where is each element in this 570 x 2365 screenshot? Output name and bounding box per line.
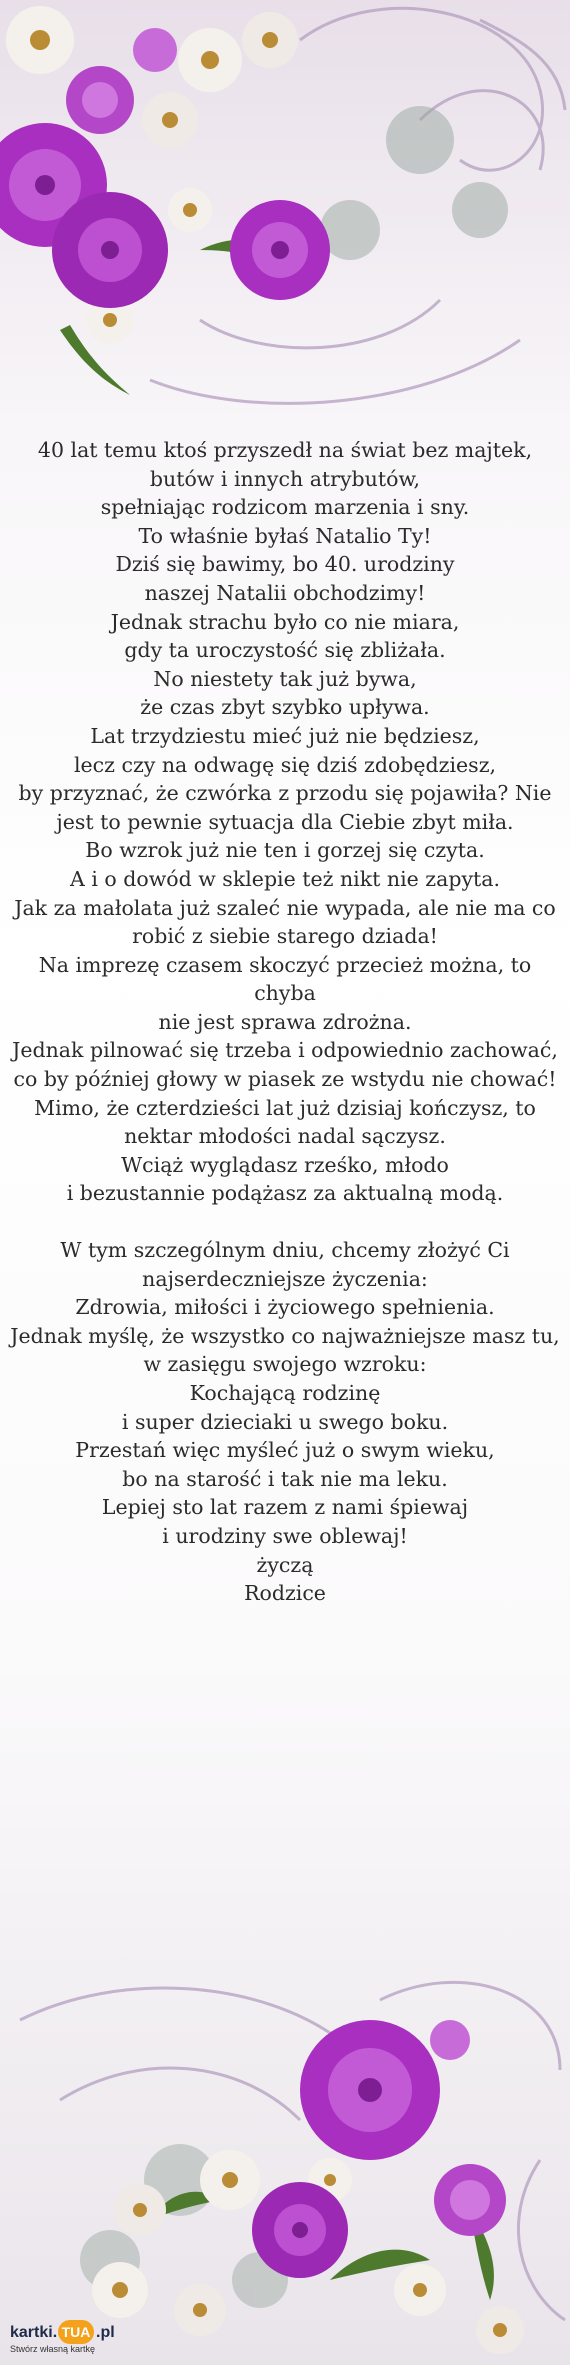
poem-line: butów i innych atrybutów, xyxy=(149,466,421,491)
stanza-gap xyxy=(10,1208,560,1236)
poem-line: To właśnie byłaś Natalio Ty! xyxy=(138,523,432,548)
logo-mark-icon: TUA xyxy=(58,2320,94,2344)
poem-signoff: życzą xyxy=(256,1552,314,1577)
poem-line: Jednak pilnować się trzeba i odpowiednio zachować, xyxy=(12,1038,558,1063)
poem-line: jest to pewnie sytuacja dla Ciebie zbyt miła. xyxy=(56,809,514,834)
poem-line: Zdrowia, miłości i życiowego spełnienia. xyxy=(75,1295,495,1320)
poem-line: nie jest sprawa zdrożna. xyxy=(158,1009,412,1034)
poem-line: Jak za małolata już szaleć nie wypada, ale nie ma co xyxy=(14,895,556,920)
flower-bouquet-top xyxy=(0,0,570,430)
flower-bouquet-bottom xyxy=(0,1960,570,2365)
poem-line: najserdeczniejsze życzenia: xyxy=(142,1266,428,1291)
poem-line: Jednak myślę, że wszystko co najważniejsze masz tu, xyxy=(10,1323,560,1348)
poem-line: i urodziny swe oblewaj! xyxy=(162,1523,408,1548)
poem-line: by przyznać, że czwórka z przodu się pojawiła? Nie xyxy=(18,781,552,806)
poem-line: bo na starość i tak nie ma leku. xyxy=(122,1466,448,1491)
poem-line: robić z siebie starego dziada! xyxy=(132,924,438,949)
poem-line: nektar młodości nadal sączysz. xyxy=(124,1124,446,1149)
poem-line: Kochającą rodzinę xyxy=(189,1381,381,1405)
kartki-logo[interactable] xyxy=(6,2320,166,2360)
poem-line: i super dzieciaki u swego boku. xyxy=(121,1409,449,1434)
logo-tagline: Stwórz własną kartkę xyxy=(10,2344,96,2354)
poem-line: Przestań więc myśleć już o swym wieku, xyxy=(75,1438,495,1463)
poem-line: i bezustannie podążasz za aktualną modą. xyxy=(66,1181,504,1206)
poem-line: Wciąż wyglądasz rześko, młodo xyxy=(121,1152,449,1177)
poem-line: Mimo, że czterdzieści lat już dzisiaj kończysz, to xyxy=(34,1095,536,1120)
poem-stanza-1 xyxy=(10,436,560,1208)
poem-line: W tym szczególnym dniu, chcemy złożyć Ci xyxy=(60,1238,510,1263)
logo-name: kartki. xyxy=(10,2324,58,2341)
poem-line: Bo wzrok już nie ten i gorzej się czyta. xyxy=(85,838,485,863)
poem-line: spełniając rodzicom marzenia i sny. xyxy=(100,495,470,520)
poem-line: w zasięgu swojego wzroku: xyxy=(143,1352,427,1377)
poem-line: gdy ta uroczystość się zbliżała. xyxy=(124,638,446,663)
poem-line: A i o dowód w sklepie też nikt nie zapyta. xyxy=(70,866,500,891)
poem-stanza-2 xyxy=(10,1236,560,1608)
logo-domain: .pl xyxy=(96,2324,115,2341)
poem-line: No niestety tak już bywa, xyxy=(153,666,417,691)
poem-line: Dziś się bawimy, bo 40. urodziny xyxy=(115,552,455,577)
poem-line: Lepiej sto lat razem z nami śpiewaj xyxy=(101,1495,469,1520)
poem-line: Jednak strachu było co nie miara, xyxy=(110,609,460,634)
poem-signature: Rodzice xyxy=(244,1581,326,1606)
poem-line: Na imprezę czasem skoczyć przecież można, to chyba xyxy=(38,952,532,1006)
poem-line: 40 lat temu ktoś przyszedł na świat bez majtek, xyxy=(37,438,533,462)
poem-line: że czas zbyt szybko upływa. xyxy=(140,695,430,720)
poem-line: lecz czy na odwagę się dziś zdobędziesz, xyxy=(73,752,497,777)
poem-text xyxy=(10,436,560,1608)
poem-line: co by później głowy w piasek ze wstydu nie chować! xyxy=(13,1067,557,1092)
poem-line: naszej Natalii obchodzimy! xyxy=(144,580,426,605)
poem-line: Lat trzydziestu mieć już nie będziesz, xyxy=(90,723,480,748)
